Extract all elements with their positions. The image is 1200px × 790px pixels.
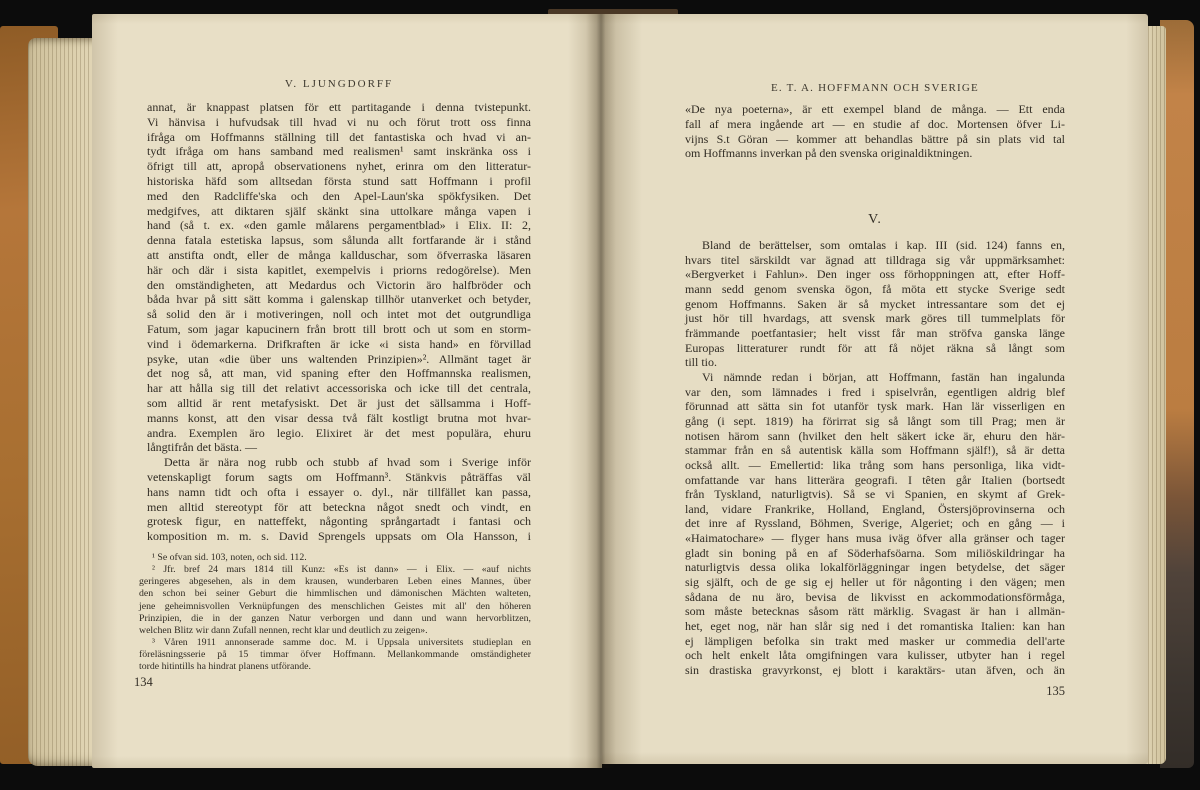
text-line: naturligtvis dessa olika lokalförläggningar ingen betydelse, det säger [685,560,1065,575]
text-line: öfrigt till att, apropå observationens nyhet, erinra om den litteratur- [147,159,531,174]
text-line: förunnad att sätta sin fot utanför tysk mark. Han lär visserligen en [685,399,1065,414]
text-line: jene geheimnisvollen Verknüpfungen des menschlichen Geistes mit all' den höheren [139,600,531,612]
text-line: har att hålla sig till det relativt accessoriska och icke till det centrala, [147,381,531,396]
text-line: tydt ifråga om hans samband med realismen¹ samt inskränka oss i [147,144,531,159]
text-line: Vi nämnde redan i början, att Hoffmann, fastän han ingalunda [702,369,1065,384]
text-line: Europas litteraturer rundt för att få nöjet räkna så långt som [685,340,1065,355]
page-number-left: 134 [134,675,153,689]
text-line: mann sedd genom svenska ögon, få möta ett stycke Sverige sedt [685,281,1065,296]
text-line: denna fatala estetiska lapsus, som sålunda allt fortfarande är i stånd [147,233,531,248]
text-line: land, vidare Frankrike, Holland, England, Östersjöprovinserna och [685,501,1065,516]
text-line: medgifves, att diktaren själf skänkt sina uttolkare många vapen i [147,203,531,218]
text-line: gladt sin boning på en af Söderhafsöarna. Som miliöskildringar ha [685,545,1065,560]
text-line: långtifrån det bästa. — [147,440,257,455]
text-line: ej lämpligen befolka sin trakt med masker ur commedia dell'arte [685,633,1065,648]
paragraph [147,455,531,544]
paragraph [139,552,531,564]
page-number-right: 135 [1046,684,1065,698]
paragraph [139,564,531,637]
text-line: den omständigheten, att Medardus och Victorin äro halfbröder och [147,277,531,292]
paragraph [685,102,1065,161]
text-line: ³ Våren 1911 annonserade samme doc. M. i Uppsala universitets studieplan en [152,637,531,649]
text-line: med den Radcliffe'ska och den Apel-Laun'ska spökfysiken. Det [147,188,531,203]
text-line: het, eget nog, när han slår sig ned i det romantiska Italien: kan han [685,619,1065,634]
right-page-top-paragraph [685,102,1065,161]
text-line: torde hitintills ha hindrat planens utförande. [139,661,311,673]
text-line: genom Hoffmanns. Saken är så mycket intressantare som det ej [685,296,1065,311]
left-page-footnotes [139,552,531,674]
text-line: sig själft, och de ge sig ej heller ut för någonting i den vägen; men [685,575,1065,590]
text-line: främmande poetfantasier; helt visst får man ströfva ganska länge [685,325,1065,340]
text-line: ² Jfr. bref 24 mars 1814 till Kunz: «Es ist dann» — i Elix. — «auf nichts [152,564,531,576]
text-line: om Hoffmanns inverkan på den svenska originaldiktningen. [685,146,973,161]
text-line: men alltid stereotypt för att beteckna något snedt och vindt, en [147,499,531,514]
running-header-right: E. T. A. HOFFMANN OCH SVERIGE [771,82,979,94]
text-line: Fatum, som jagar kapucinern från brott till brott och ut som en storm- [147,321,531,336]
text-line: annat, är knappast platsen för ett partitagande i denna tvistepunkt. [147,100,531,114]
text-line: hand (så t. ex. «den gamle målarens pergamentblad» i Elix. II: 2, [147,218,531,233]
left-page [92,14,602,768]
text-line: fall af mera ingående art — en studie af doc. Mortensen öfver Li- [685,116,1065,131]
text-line: komposition m. m. s. David Sprengels uppsats om Ola Hansson, i [147,529,531,544]
paragraph [139,637,531,673]
text-line: «Haimatochare» — flyger hans musa iväg öfver alla gränser och tager [685,531,1065,546]
paragraph [147,100,531,455]
text-line: vind i ödemarkerna. Drifkraften är icke «i sista hand» en förvillad [147,336,531,351]
text-line: till tio. [685,355,718,370]
text-line: det inre af Ryssland, Böhmen, Sverige, Algeriet; och en gång — i [685,516,1065,531]
text-line: som alltid är rent metafysiskt. Det är just det sällsamma i Hoff- [147,395,531,410]
text-line: hans namn tidt och ofta i essayer o. dyl., när tillfället kan passa, [147,484,531,499]
text-line: welchen Blitz wir dann Zufall nennen, recht klar und deutlich zu zeigen». [139,624,428,636]
text-line: gång (i sept. 1819) ha förirrat sig så långt som till Prag; men är [685,413,1065,428]
section-heading: V. [868,212,882,227]
text-line: som måste betecknas såsom rätt märklig. Svagast är han i allmän- [685,604,1065,619]
text-line: manns konst, att den visar dessa två fält kostligt brutna mot hvar- [147,410,531,425]
text-line: grotesk figur, en natteffekt, någonting språngartadt i fantasi och [147,514,531,529]
text-line: geringeres abgesehen, als in dem krausen, wunderbaren Leben eines Mannes, über [139,576,531,588]
text-line: vijns S.t Göran — kommer att behandlas bättre på sin plats vid tal [685,131,1065,146]
text-line: stammar från en så autentisk källa som Hoffmann själf!), så är detta [685,443,1065,458]
text-line: Detta är nära nog rubb och stubb af hvad som i Sverige inför [164,455,531,470]
right-page [602,14,1148,764]
text-line: just hör till hvardags, att svensk mark göres till tummelplats för [685,311,1065,326]
text-line: vetenskapligt forum sagts om Hoffmann³. Stänkvis påträffas väl [147,469,531,484]
left-page-body [147,100,531,544]
text-line: Prinzipien, die in der ganzen Natur verborgen und dann und wann hervorblitzen, [139,612,531,624]
text-line: från Tyskland, naturligtvis). Så se vi Spanien, en skymt af Grek- [685,487,1065,502]
text-line: Vi hänvisa i hufvudsak till hvad vi nu och förut trott oss finna [147,114,531,129]
text-line: att anstifta ondt, eller de många kallduschar, som öfverraska läsaren [147,247,531,262]
paragraph [685,370,1065,678]
text-line: ifråga om Hoffmanns ställning till det fantastiska och hvad vi an- [147,129,531,144]
right-page-body [685,238,1065,678]
text-line: sin drastiska gravyrkonst, ej blott i karaktärs- utan äfven, och än [685,663,1065,678]
text-line: hvars titel särskildt var ägnad att tilldraga sig vår uppmärksamhet: [685,252,1065,267]
text-line: sådana de nu äro, bevisa de likvisst en ackommodationsförmåga, [685,589,1065,604]
paragraph [685,238,1065,370]
text-line: Bland de berättelser, som omtalas i kap. III (sid. 124) fanns en, [702,238,1065,252]
text-line: ¹ Se ofvan sid. 103, noten, och sid. 112. [152,552,307,563]
running-header-left: V. LJUNGDORFF [284,78,394,90]
text-line: var den, som lämnades i fred i spiselvrån, egentligen aldrig blef [685,384,1065,399]
text-line: här och där i sista kapitlet, exempelvis i priorns redogörelse). Men [147,262,531,277]
text-line: den schon bei seiner Geburt die himmlischen und dämonischen Mächten walteten, [139,588,531,600]
text-line: «De nya poeterna», är ett exempel bland de många. — Ett enda [685,102,1065,116]
text-line: föreläsningsserie på 15 timmar öfver Hoffmann. Mellankommande omständigheter [139,649,531,661]
text-line: andra. Exemplen äro legio. Elixiret är det mest populära, ehuru [147,425,531,440]
text-line: historiska häfd som alltsedan första stund satt Hoffmann i profil [147,173,531,188]
text-line: omfattande var hans litterära geografi. I têten går Italien (bortsedt [685,472,1065,487]
text-line: det nog så, att man, vid spaning efter den Hoffmannska realismen, [147,366,531,381]
text-line: också allt. — Emellertid: lika trång som hans personliga, lika vidt- [685,457,1065,472]
text-line: «Bergverket i Fahlun». Den inger oss förhoppningen att, efter Hoff- [685,267,1065,282]
text-line: och helt enkelt låta omgifningen vara kulisser, utbyter han i regel [685,648,1065,663]
text-line: notisen härom sann (hvilket den helt säkert icke är, ehuru den här- [685,428,1065,443]
text-line: båda hvar på sitt sätt komma i galenskap tillhör utanverket och betyder, [147,292,531,307]
text-line: så solid den är i motiveringen, noll och intet mot det outgrundliga [147,307,531,322]
text-line: psyke, utan «die über uns waltenden Prinzipien»². Allmänt taget är [147,351,531,366]
